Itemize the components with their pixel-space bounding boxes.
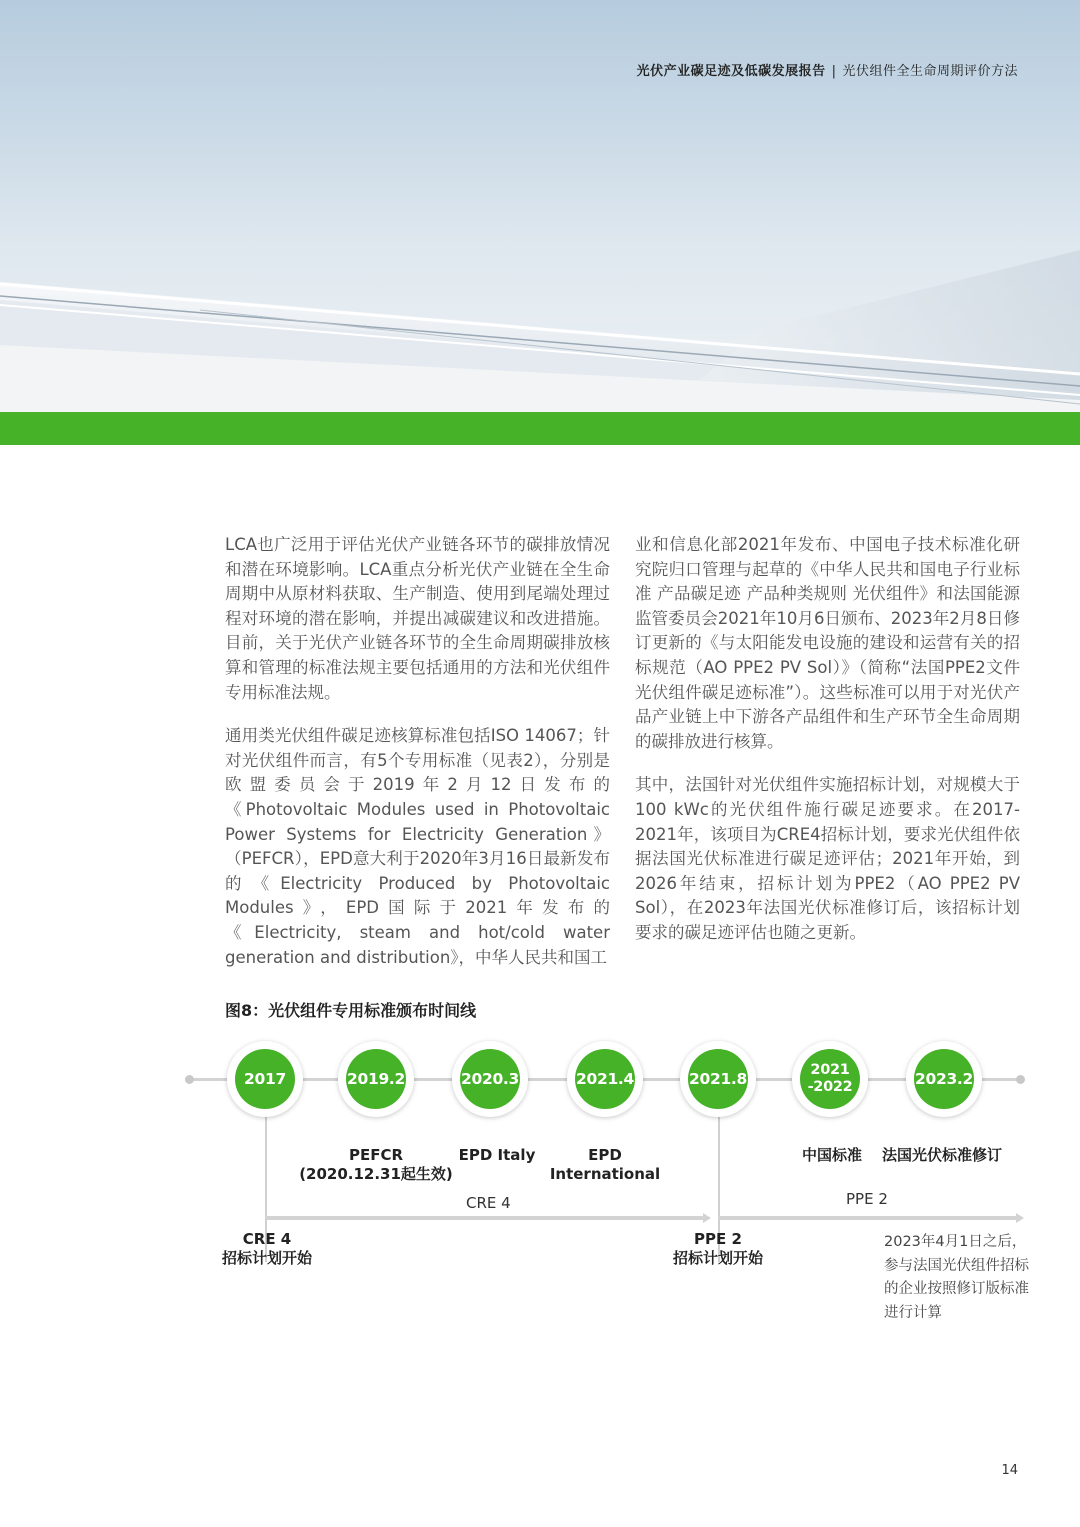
event-pefcr: PEFCR (2020.12.31起生效) <box>299 1146 453 1183</box>
timeline-node-2021-4 <box>567 1041 643 1117</box>
node-label: 2017 <box>235 1049 295 1109</box>
paragraph: 其中，法国针对光伏组件实施招标计划，对规模大于100 kWc的光伏组件施行碳足迹要求。在2017-2021年，该项目为CRE4招标计划，要求光伏组件依据法国光伏标准进行碳足迹评估；2021年开始，到2026年结束，招标计划为PPE2（AO PPE2 PV Sol），在2023年法国光伏标准修订后，该招标计划要求的碳足迹评估也随之更新。 <box>635 775 1020 942</box>
event-china-standard: 中国标准 <box>801 1146 862 1164</box>
node-label: 2020.3 <box>460 1049 520 1109</box>
arrow-right-icon <box>703 1213 711 1223</box>
timeline-diagram <box>0 1040 1080 1340</box>
figure-title: 图8：光伏组件专用标准颁布时间线 <box>225 1001 477 1020</box>
phase-label-cre4: CRE 4 <box>466 1194 511 1212</box>
timeline-node-2023-2 <box>906 1041 982 1117</box>
node-label: 2021.8 <box>688 1049 748 1109</box>
axis-end-dot <box>1016 1075 1025 1084</box>
section-title: 光伏组件全生命周期评价方法 <box>842 64 1018 79</box>
timeline-node-2020-3 <box>452 1041 528 1117</box>
event-france-revision: 法国光伏标准修订 <box>881 1146 1002 1164</box>
event-epd-italy: EPD Italy <box>458 1146 536 1164</box>
axis-start-dot <box>185 1075 194 1084</box>
cre4-start-label: CRE 4 招标计划开始 <box>221 1230 312 1267</box>
ppe2-start-label: PPE 2 招标计划开始 <box>672 1230 763 1267</box>
hero-banner <box>0 0 1080 412</box>
event-epd-international: EPD International <box>549 1146 661 1183</box>
timeline-node-2019-2 <box>338 1041 414 1117</box>
timeline-node-2021-8 <box>680 1041 756 1117</box>
timeline-node-2021-2022 <box>792 1041 868 1117</box>
green-band <box>0 412 1080 445</box>
node-label: 2021.4 <box>575 1049 635 1109</box>
node-label: 2023.2 <box>914 1049 974 1109</box>
node-label: 2019.2 <box>346 1049 406 1109</box>
running-header <box>637 60 1018 79</box>
revision-note: 2023年4月1日之后，参与法国光伏组件招标的企业按照修订版标准进行计算 <box>884 1234 1029 1321</box>
paragraph: 业和信息化部2021年发布、中国电子技术标准化研究院归口管理与起草的《中华人民共和国电子行业标准 产品碳足迹 产品种类规则 光伏组件》和法国能源监管委员会2021年10月6日颁布、2023年2月8日修订更新的《与太阳能发电设施的建设和运营有关的招标规范（AO PPE2 PV Sol）》（简称“法国PPE2文件光伏组件碳足迹标准”）。这些标准可以用于对光伏产品产业链上中下游各产品组件和生产环节全生命周期的碳排放进行核算。 <box>635 535 1020 751</box>
body-column-left <box>225 533 610 989</box>
body-column-right <box>635 533 1020 965</box>
node-label: 2021 -2022 <box>800 1049 860 1109</box>
timeline-node-2017 <box>227 1041 303 1117</box>
paragraph: 通用类光伏组件碳足迹核算标准包括ISO 14067；针对光伏组件而言，有5个专用标准（见表2），分别是欧盟委员会于2019年2月12日发布的《Photovoltaic Modules used in Photovoltaic Power Systems for Electricity Generation》（PEFCR），EPD意大利于2020年3月16日最新发布的《Electricity Produced by Photovoltaic Modules》，EPD国际于2021年发布的《Electricity, steam and hot/cold water generation and distribution》，中华人民共和国工 <box>225 726 610 967</box>
page-number: 14 <box>1001 1463 1018 1478</box>
phase-label-ppe2: PPE 2 <box>846 1190 888 1208</box>
phase-bar-cre4 <box>265 1216 703 1220</box>
arrow-right-icon <box>1016 1213 1024 1223</box>
phase-bar-ppe2 <box>718 1216 1016 1220</box>
paragraph: LCA也广泛用于评估光伏产业链各环节的碳排放情况和潜在环境影响。LCA重点分析光伏产业链在全生命周期中从原材料获取、生产制造、使用到尾端处理过程对环境的潜在影响，并提出减碳建议和改进措施。目前，关于光伏产业链各环节的全生命周期碳排放核算和管理的标准法规主要包括通用的方法和光伏组件专用标准法规。 <box>225 535 610 702</box>
report-title: 光伏产业碳足迹及低碳发展报告 <box>636 64 826 79</box>
header-separator: | <box>831 64 837 79</box>
